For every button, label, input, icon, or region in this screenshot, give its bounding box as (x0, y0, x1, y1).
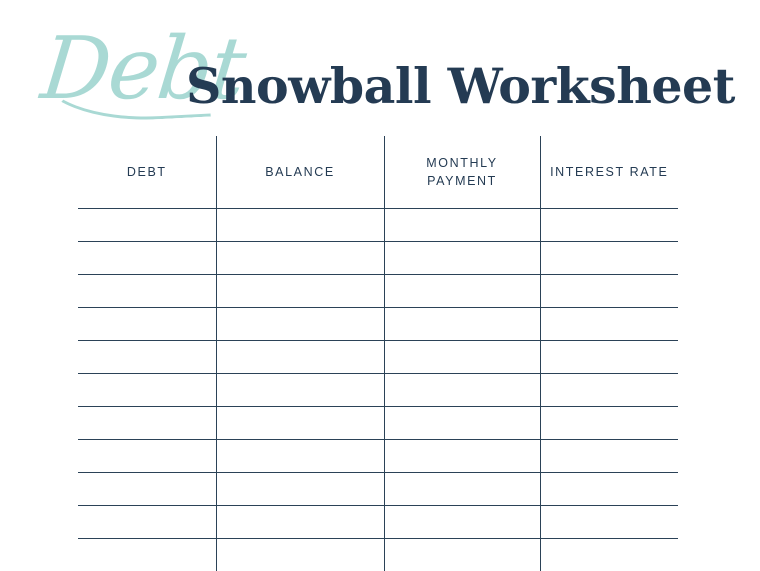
cell-monthly-payment[interactable] (384, 440, 540, 473)
table-row (78, 539, 678, 571)
table-row (78, 242, 678, 275)
cell-balance[interactable] (216, 374, 384, 407)
table-row (78, 407, 678, 440)
cell-monthly-payment[interactable] (384, 341, 540, 374)
table-header-row (78, 136, 678, 209)
cell-debt[interactable] (78, 242, 216, 275)
title-script-word: Debt (37, 26, 248, 112)
cell-monthly-payment[interactable] (384, 539, 540, 571)
table-row (78, 341, 678, 374)
debt-table (78, 136, 678, 571)
table-row (78, 209, 678, 242)
cell-balance[interactable] (216, 242, 384, 275)
cell-debt[interactable] (78, 374, 216, 407)
cell-interest-rate[interactable] (540, 407, 678, 440)
cell-balance[interactable] (216, 539, 384, 571)
cell-debt[interactable] (78, 275, 216, 308)
cell-debt[interactable] (78, 506, 216, 539)
table-row (78, 440, 678, 473)
cell-interest-rate[interactable] (540, 506, 678, 539)
cell-interest-rate[interactable] (540, 341, 678, 374)
table-row (78, 308, 678, 341)
cell-monthly-payment[interactable] (384, 506, 540, 539)
cell-balance[interactable] (216, 308, 384, 341)
cell-interest-rate[interactable] (540, 473, 678, 506)
column-header-interest-rate: INTEREST RATE (540, 136, 678, 209)
column-header-balance: BALANCE (216, 136, 384, 209)
table-row (78, 473, 678, 506)
title-main-word: Snowball Worksheet (186, 62, 735, 111)
column-header-monthly-payment: MONTHLY PAYMENT (384, 136, 540, 209)
table-row (78, 374, 678, 407)
cell-debt[interactable] (78, 209, 216, 242)
cell-debt[interactable] (78, 341, 216, 374)
cell-monthly-payment[interactable] (384, 209, 540, 242)
table-body (78, 209, 678, 571)
cell-debt[interactable] (78, 407, 216, 440)
page-title (0, 18, 760, 128)
column-header-debt: DEBT (78, 136, 216, 209)
cell-debt[interactable] (78, 440, 216, 473)
cell-monthly-payment[interactable] (384, 308, 540, 341)
cell-debt[interactable] (78, 308, 216, 341)
cell-monthly-payment[interactable] (384, 374, 540, 407)
cell-balance[interactable] (216, 440, 384, 473)
cell-monthly-payment[interactable] (384, 473, 540, 506)
cell-debt[interactable] (78, 539, 216, 571)
cell-interest-rate[interactable] (540, 242, 678, 275)
cell-monthly-payment[interactable] (384, 242, 540, 275)
cell-monthly-payment[interactable] (384, 275, 540, 308)
cell-balance[interactable] (216, 473, 384, 506)
cell-interest-rate[interactable] (540, 374, 678, 407)
cell-balance[interactable] (216, 209, 384, 242)
table-row (78, 275, 678, 308)
cell-debt[interactable] (78, 473, 216, 506)
debt-table-container (78, 136, 678, 556)
table-row (78, 506, 678, 539)
cell-interest-rate[interactable] (540, 440, 678, 473)
cell-interest-rate[interactable] (540, 539, 678, 571)
cell-balance[interactable] (216, 341, 384, 374)
cell-balance[interactable] (216, 407, 384, 440)
cell-interest-rate[interactable] (540, 275, 678, 308)
cell-interest-rate[interactable] (540, 308, 678, 341)
cell-balance[interactable] (216, 506, 384, 539)
cell-balance[interactable] (216, 275, 384, 308)
cell-monthly-payment[interactable] (384, 407, 540, 440)
cell-interest-rate[interactable] (540, 209, 678, 242)
